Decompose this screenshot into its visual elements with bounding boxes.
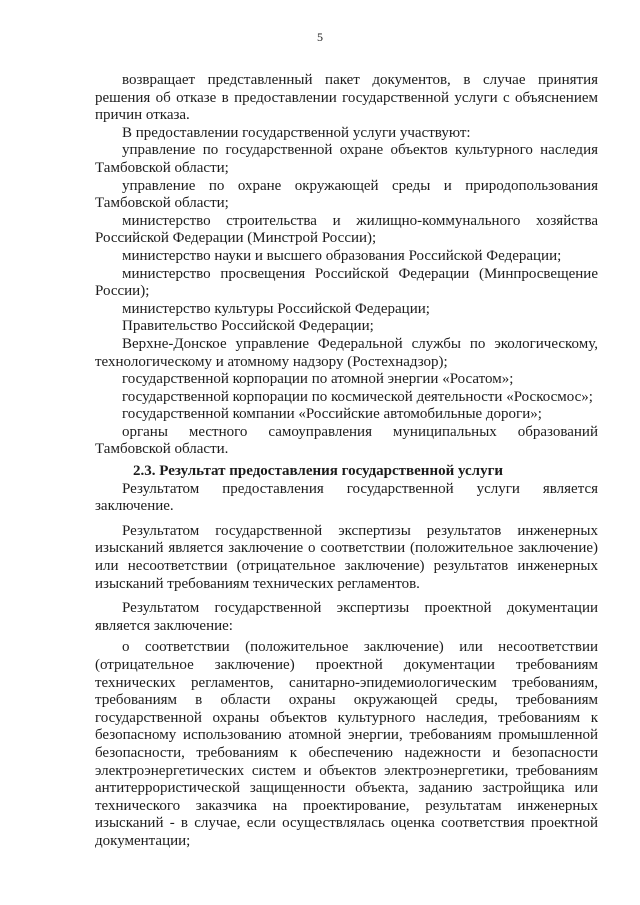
page-number: 5 [317,30,323,44]
paragraph-compliance-conclusion: о соответствии (положительное заключение) или несоответствии (отрицательное заключение) проектной документации требованиям технических регламентов, санитарно-эпидемиологическим требованиям, требованиям в области охраны окружающей среды, требованиям государственной охраны объектов культурного наследия, требованиям к безопасному использованию атомной энергии, требованиям промышленной безопасности, требованиям к обеспечению надежности и безопасности электроэнергетических систем и объектов электроэнергетики, требованиям антитеррористической защищенности объекта, заданию застройщика или технического заказчика на проектирование, результатам инженерных изысканий - в случае, если осуществлялась оценка соответствия проектной документации; [95,639,598,849]
list-item: министерство культуры Российской Федерации; [122,300,430,317]
list-item: государственной корпорации по космической деятельности «Роскосмос»; [122,388,593,405]
list-item: органы местного самоуправления муниципальных образований Тамбовской области. [95,423,598,458]
list-item: управление по охране окружающей среды и природопользования Тамбовской области; [95,177,598,212]
section-heading: 2.3. Результат предоставления государственной услуги [133,463,504,480]
paragraph-refusal-return: возвращает представленный пакет документов, в случае принятия решения об отказе в предоставлении государственной услуги с объяснением причин отказа. [95,72,598,124]
list-item: Правительство Российской Федерации; [122,318,374,335]
list-item: управление по государственной охране объектов культурного наследия Тамбовской области; [95,142,598,176]
paragraph-design-expertise-result: Результатом государственной экспертизы проектной документации является заключение: [95,600,598,634]
paragraph-participants-intro: В предоставлении государственной услуги участвуют: [122,124,471,141]
paragraph-result: Результатом предоставления государственной услуги является заключение. [95,480,598,515]
list-item: государственной корпорации по атомной энергии «Росатом»; [122,371,514,388]
list-item: министерство строительства и жилищно-коммунального хозяйства Российской Федерации (Минстрой России); [95,212,598,247]
document-body [95,72,598,851]
list-item: государственной компании «Российские автомобильные дороги»; [122,406,542,423]
list-item: Верхне-Донское управление Федеральной службы по экологическому, технологическому и атомному надзору (Ростехнадзор); [95,335,598,370]
list-item: министерство просвещения Российской Федерации (Минпросвещение России); [95,265,598,300]
paragraph-engineering-survey-result: Результатом государственной экспертизы результатов инженерных изысканий является заключение о соответствии (положительное заключение) или несоответствии (отрицательное заключение) результатов инженерных изысканий требованиям технических регламентов. [95,522,598,592]
list-item: министерство науки и высшего образования Российской Федерации; [122,247,562,264]
